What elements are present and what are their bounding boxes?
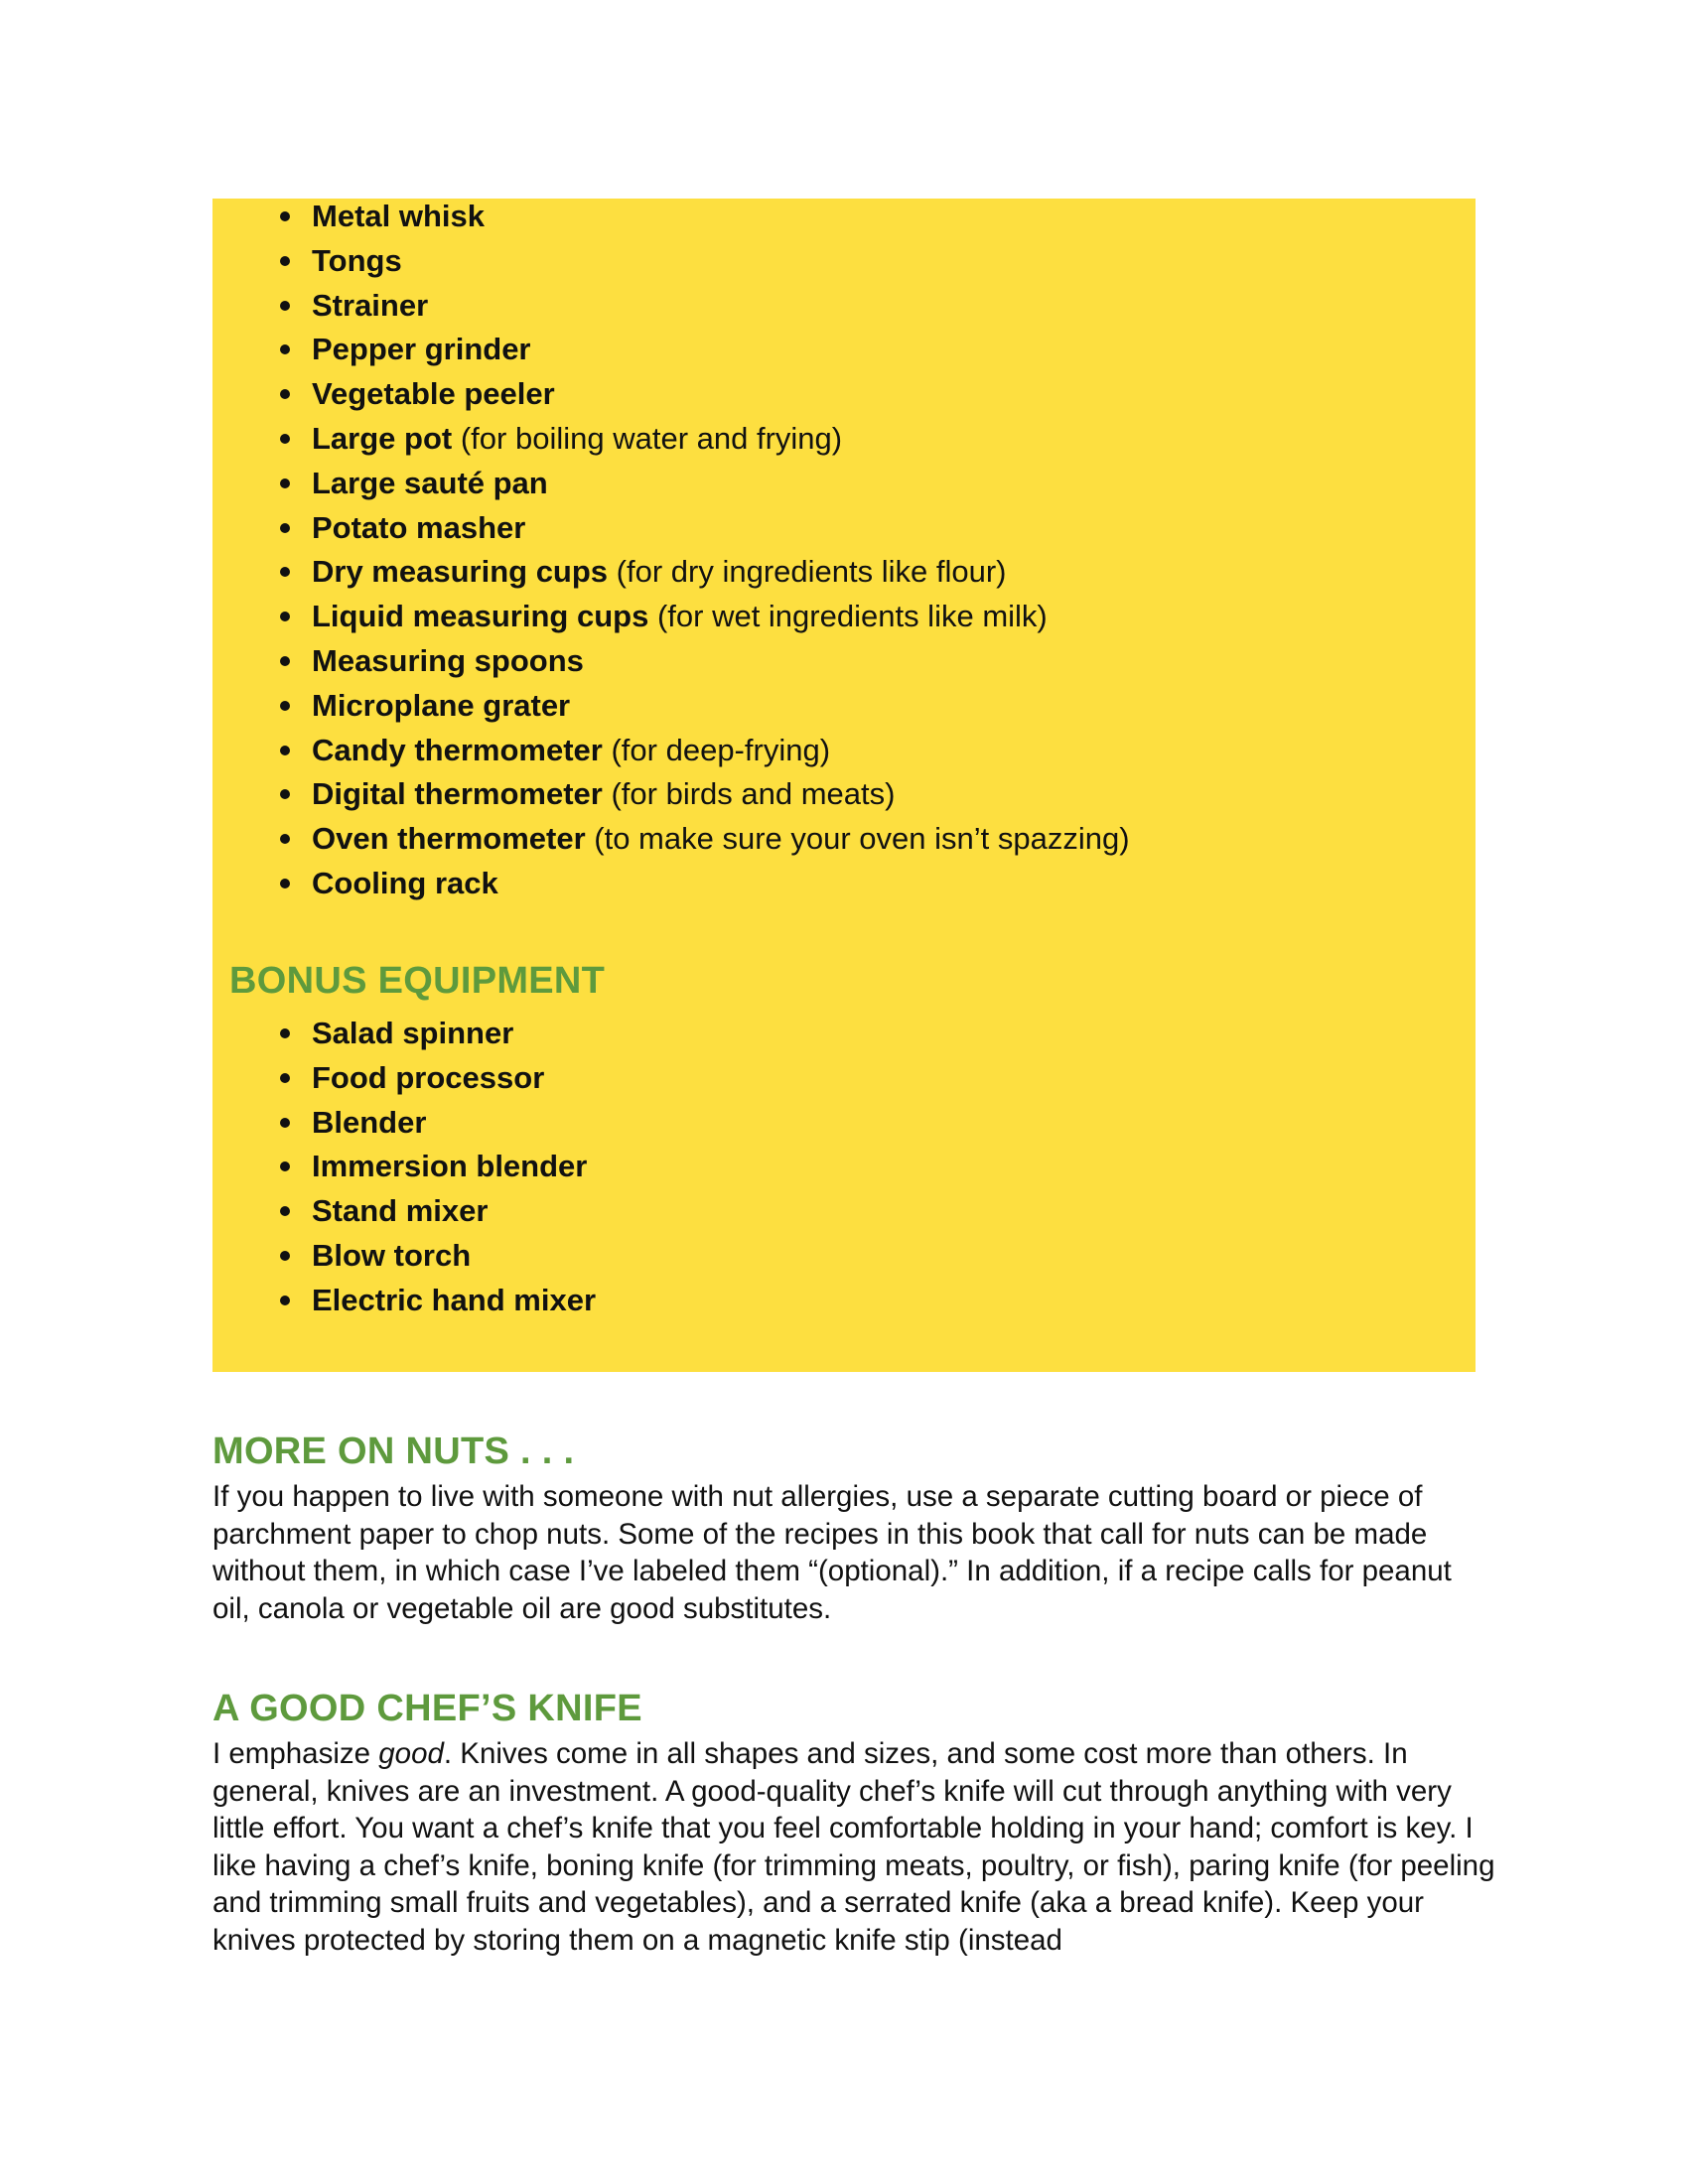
bullet-icon — [280, 389, 290, 399]
bullet-icon — [280, 789, 290, 799]
chefs-knife-heading: A GOOD CHEF’S KNIFE — [212, 1688, 642, 1729]
item-name: Large pot — [312, 420, 453, 456]
item-name: Strainer — [312, 287, 429, 323]
bullet-icon — [280, 344, 290, 354]
bonus-equipment-list — [212, 1016, 1384, 1327]
list-item — [212, 866, 1384, 910]
list-item — [212, 821, 1384, 866]
item-note: (for boiling water and frying) — [460, 420, 843, 456]
list-item — [212, 421, 1384, 466]
list-item — [212, 510, 1384, 555]
bullet-icon — [280, 256, 290, 266]
item-name: Blender — [312, 1104, 427, 1140]
item-name: Stand mixer — [312, 1193, 489, 1229]
item-name: Large sauté pan — [312, 465, 548, 500]
knife-text-emphasis: good — [378, 1737, 444, 1770]
bullet-icon — [280, 1206, 290, 1216]
list-item — [212, 1193, 1384, 1238]
item-name: Vegetable peeler — [312, 376, 555, 412]
list-item — [212, 1149, 1384, 1193]
bullet-icon — [280, 1118, 290, 1128]
item-name: Microplane grater — [312, 687, 571, 723]
item-name: Immersion blender — [312, 1149, 588, 1184]
item-name: Metal whisk — [312, 199, 485, 233]
list-item — [212, 1016, 1384, 1060]
item-name: Blow torch — [312, 1237, 472, 1273]
list-item — [212, 466, 1384, 510]
list-item — [212, 332, 1384, 376]
list-item — [212, 1283, 1384, 1327]
more-on-nuts-paragraph: If you happen to live with someone with nut allergies, use a separate cutting board or piece of parchment paper to chop nuts. Some of the recipes in this book that call for nuts can be made without them, in which case I’ve labeled them “(optional).” In addition, if a recipe calls for peanut oil, canola or vegetable oil are good substitutes. — [212, 1480, 1452, 1625]
bullet-icon — [280, 1161, 290, 1171]
item-name: Salad spinner — [312, 1016, 514, 1050]
list-item — [212, 643, 1384, 688]
bullet-icon — [280, 478, 290, 488]
knife-text-start: I emphasize — [212, 1737, 379, 1770]
bullet-icon — [280, 434, 290, 444]
bullet-icon — [280, 701, 290, 711]
item-name: Dry measuring cups — [312, 554, 609, 590]
list-item — [212, 376, 1384, 421]
item-name: Oven thermometer — [312, 821, 586, 857]
list-item — [212, 1105, 1384, 1150]
bullet-icon — [280, 1073, 290, 1083]
bullet-icon — [280, 612, 290, 621]
item-note: (for deep-frying) — [611, 732, 831, 767]
bullet-icon — [280, 746, 290, 755]
equipment-sidebar-box — [212, 199, 1476, 1372]
list-item — [212, 733, 1384, 777]
item-name: Electric hand mixer — [312, 1282, 597, 1317]
bullet-icon — [280, 879, 290, 888]
list-item — [212, 776, 1384, 821]
item-name: Pepper grinder — [312, 332, 531, 367]
item-name: Candy thermometer — [312, 732, 603, 767]
bullet-icon — [280, 1028, 290, 1038]
list-item — [212, 1060, 1384, 1105]
bullet-icon — [280, 834, 290, 844]
list-item — [212, 599, 1384, 643]
item-name: Cooling rack — [312, 865, 498, 900]
bullet-icon — [280, 567, 290, 577]
bullet-icon — [280, 523, 290, 533]
item-name: Measuring spoons — [312, 642, 584, 678]
bullet-icon — [280, 1251, 290, 1261]
essential-equipment-list — [212, 199, 1384, 910]
item-name: Tongs — [312, 242, 402, 278]
knife-text-rest: . Knives come in all shapes and sizes, and some cost more than others. In general, knives are an investment. A good-quality chef’s knife will cut through anything with very little effort. You want a chef’s knife that you feel comfortable holding in your hand; comfort is key. I like having a chef’s knife, boning knife (for trimming meats, poultry, or fish), paring knife (for peeling and trimming small fruits and vegetables), and a serrated knife (aka a bread knife). Keep your knives protected by storing them on a magnetic knife stip (instead — [212, 1737, 1495, 1957]
bullet-icon — [280, 1296, 290, 1305]
chefs-knife-paragraph — [212, 1735, 1503, 1959]
bonus-equipment-heading: BONUS EQUIPMENT — [229, 960, 606, 1002]
item-note: (for wet ingredients like milk) — [656, 599, 1048, 634]
list-item — [212, 688, 1384, 733]
item-name: Potato masher — [312, 509, 526, 545]
more-on-nuts-heading: MORE ON NUTS . . . — [212, 1431, 575, 1472]
item-note: (for dry ingredients like flour) — [616, 554, 1007, 590]
bullet-icon — [280, 301, 290, 311]
list-item — [212, 1238, 1384, 1283]
item-note: (to make sure your oven isn’t spazzing) — [594, 821, 1130, 857]
bullet-icon — [280, 211, 290, 221]
item-name: Food processor — [312, 1059, 545, 1095]
item-name: Liquid measuring cups — [312, 599, 649, 634]
item-name: Digital thermometer — [312, 776, 603, 812]
list-item — [212, 243, 1384, 288]
list-item — [212, 199, 1384, 243]
list-item — [212, 288, 1384, 333]
bullet-icon — [280, 656, 290, 666]
item-note: (for birds and meats) — [611, 776, 896, 812]
list-item — [212, 554, 1384, 599]
